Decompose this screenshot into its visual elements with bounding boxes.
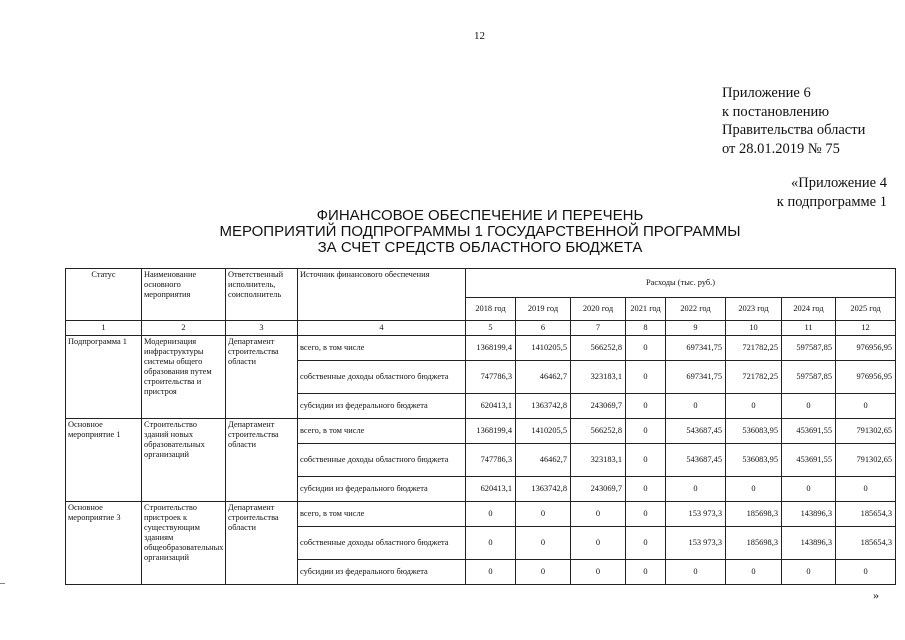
value-cell: 185698,3 [726,527,782,560]
appendix-line: от 28.01.2019 № 75 [722,140,840,157]
value-cell: 0 [782,560,836,585]
status-cell: Основное мероприятие 3 [66,502,142,585]
header-year: 2022 год [666,298,726,321]
value-cell: 597587,85 [782,336,836,361]
value-cell: 323183,1 [571,361,626,394]
title-line: ЗА СЧЕТ СРЕДСТВ ОБЛАСТНОГО БЮДЖЕТА [317,239,643,256]
value-cell: 46462,7 [516,361,571,394]
source-cell: субсидии из федерального бюджета [298,394,466,419]
value-cell: 0 [626,444,666,477]
appendix-block [722,84,865,158]
value-cell: 0 [516,527,571,560]
value-cell: 0 [571,560,626,585]
value-cell: 0 [516,502,571,527]
value-cell: 697341,75 [666,361,726,394]
source-cell: собственные доходы областного бюджета [298,361,466,394]
column-index: 12 [836,321,896,336]
header-source: Источник финансового обеспечения [298,269,466,321]
value-cell: 0 [726,560,782,585]
executor-cell: Департамент строительства области [226,336,298,419]
value-cell: 46462,7 [516,444,571,477]
column-index: 11 [782,321,836,336]
table-row [66,419,896,444]
value-cell: 0 [626,527,666,560]
value-cell: 0 [626,560,666,585]
header-year: 2018 год [466,298,516,321]
value-cell: 791302,65 [836,444,896,477]
value-cell: 620413,1 [466,394,516,419]
table-row [66,336,896,361]
value-cell: 566252,8 [571,336,626,361]
document-title [170,208,790,256]
source-cell: всего, в том числе [298,336,466,361]
value-cell: 0 [466,527,516,560]
value-cell: 0 [626,394,666,419]
header-year: 2025 год [836,298,896,321]
value-cell: 566252,8 [571,419,626,444]
value-cell: 543687,45 [666,444,726,477]
value-cell: 721782,25 [726,361,782,394]
title-line: МЕРОПРИЯТИЙ ПОДПРОГРАММЫ 1 ГОСУДАРСТВЕННОЙ ПРОГРАММЫ [219,223,741,240]
value-cell: 0 [626,361,666,394]
value-cell: 0 [466,560,516,585]
executor-cell: Департамент строительства области [226,502,298,585]
source-cell: всего, в том числе [298,419,466,444]
value-cell: 0 [516,560,571,585]
table-row [66,502,896,527]
value-cell: 143896,3 [782,502,836,527]
value-cell: 185698,3 [726,502,782,527]
column-index: 5 [466,321,516,336]
value-cell: 243069,7 [571,477,626,502]
value-cell: 453691,55 [782,444,836,477]
header-year: 2024 год [782,298,836,321]
appendix-line: к постановлению [722,103,830,120]
column-index: 6 [516,321,571,336]
value-cell: 453691,55 [782,419,836,444]
value-cell: 185654,3 [836,527,896,560]
value-cell: 0 [571,502,626,527]
page-number: 12 [474,30,485,42]
value-cell: 185654,3 [836,502,896,527]
appendix-line: к подпрограмме 1 [776,193,887,210]
value-cell: 323183,1 [571,444,626,477]
activity-name-cell: Строительство пристроек к существующим зданиям общеобразовательных организаций [142,502,226,585]
value-cell: 976956,95 [836,336,896,361]
value-cell: 143896,3 [782,527,836,560]
header-year: 2019 год [516,298,571,321]
margin-dash: – [0,578,5,589]
value-cell: 0 [626,419,666,444]
header-year: 2023 год [726,298,782,321]
value-cell: 243069,7 [571,394,626,419]
value-cell: 0 [626,477,666,502]
value-cell: 0 [666,394,726,419]
value-cell: 536083,95 [726,444,782,477]
header-status: Статус [66,269,142,321]
appendix-line: Правительства области [722,122,866,138]
value-cell: 1368199,4 [466,419,516,444]
column-index: 7 [571,321,626,336]
source-cell: субсидии из федерального бюджета [298,560,466,585]
value-cell: 543687,45 [666,419,726,444]
activity-name-cell: Строительство зданий новых образовательных организаций [142,419,226,502]
header-name: Наименование основного мероприятия [142,269,226,321]
value-cell: 0 [836,560,896,585]
column-index: 1 [66,321,142,336]
value-cell: 976956,95 [836,361,896,394]
source-cell: собственные доходы областного бюджета [298,527,466,560]
appendix-subprogram-block [777,174,887,211]
column-index: 8 [626,321,666,336]
value-cell: 0 [466,502,516,527]
source-cell: субсидии из федерального бюджета [298,477,466,502]
value-cell: 747786,3 [466,444,516,477]
value-cell: 1368199,4 [466,336,516,361]
value-cell: 0 [666,560,726,585]
header-executor: Ответственный исполнитель, соисполнитель [226,269,298,321]
header-year: 2021 год [626,298,666,321]
value-cell: 0 [626,336,666,361]
status-cell: Основное мероприятие 1 [66,419,142,502]
value-cell: 153 973,3 [666,527,726,560]
column-index: 9 [666,321,726,336]
value-cell: 1363742,8 [516,394,571,419]
header-expenses: Расходы (тыс. руб.) [466,269,896,298]
column-index: 10 [726,321,782,336]
value-cell: 0 [836,394,896,419]
value-cell: 791302,65 [836,419,896,444]
value-cell: 1410205,5 [516,336,571,361]
appendix-line: «Приложение 4 [791,175,887,191]
source-cell: собственные доходы областного бюджета [298,444,466,477]
status-cell: Подпрограмма 1 [66,336,142,419]
value-cell: 1410205,5 [516,419,571,444]
value-cell: 536083,95 [726,419,782,444]
appendix-line: Приложение 6 [722,85,811,101]
value-cell: 0 [726,394,782,419]
value-cell: 0 [726,477,782,502]
activity-name-cell: Модернизация инфраструктуры системы общего образования путем строительства и пристроя [142,336,226,419]
value-cell: 0 [782,477,836,502]
executor-cell: Департамент строительства области [226,419,298,502]
value-cell: 0 [666,477,726,502]
header-year: 2020 год [571,298,626,321]
value-cell: 721782,25 [726,336,782,361]
closing-quote: » [873,588,879,602]
column-index: 3 [226,321,298,336]
value-cell: 620413,1 [466,477,516,502]
value-cell: 747786,3 [466,361,516,394]
value-cell: 0 [571,527,626,560]
value-cell: 0 [782,394,836,419]
value-cell: 153 973,3 [666,502,726,527]
value-cell: 0 [626,502,666,527]
column-index: 4 [298,321,466,336]
title-line: ФИНАНСОВОЕ ОБЕСПЕЧЕНИЕ И ПЕРЕЧЕНЬ [316,207,644,224]
value-cell: 597587,85 [782,361,836,394]
value-cell: 1363742,8 [516,477,571,502]
value-cell: 0 [836,477,896,502]
financing-table [65,268,896,585]
value-cell: 697341,75 [666,336,726,361]
source-cell: всего, в том числе [298,502,466,527]
column-index: 2 [142,321,226,336]
